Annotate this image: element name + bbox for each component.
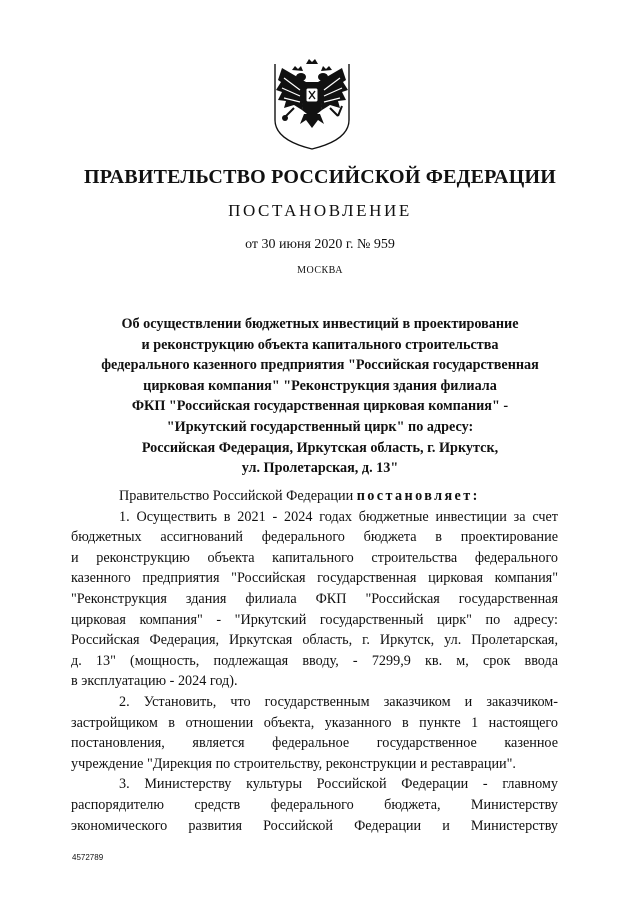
body-line: бюджетных ассигнований федерального бюджета в проектирование [71,529,558,546]
body-line: 2. Установить, что государственным заказчиком и заказчиком- [119,693,558,710]
decree-body [71,486,558,836]
body-line: учреждение "Дирекция по строительству, реконструкции и реставрации". [71,755,516,772]
decree-type: ПОСТАНОВЛЕНИЕ [228,201,412,220]
intro-text: Правительство Российской Федерации [119,488,354,504]
body-line: цирковая компания" - "Иркутский государственный цирк" по адресу: [71,611,558,628]
body-line: 3. Министерству культуры Российской Федерации - главному [119,776,558,793]
body-intro [71,486,558,507]
body-line: 1. Осуществить в 2021 - 2024 годах бюджетные инвестиции за счет [119,508,558,525]
decree-date-number: от 30 июня 2020 г. № 959 [245,237,395,252]
body-line: Российская Федерация, Иркутская область, г. Иркутск, ул. Пролетарская, [71,632,558,649]
body-line: д. 13" (мощность, подлежащая вводу, - 7299,9 кв. м, срок ввода [71,652,558,669]
body-line: застройщиком в отношении объекта, указанного в пункте 1 настоящего [71,714,558,731]
russian-coat-of-arms-icon [272,58,352,150]
body-line: казенного предприятия "Российская государственная цирковая компания" [71,570,558,587]
body-line: и реконструкцию объекта капитального строительства федерального [71,549,558,566]
decree-city: МОСКВА [297,265,343,276]
body-line: в эксплуатацию - 2024 год). [71,673,238,690]
subject-line: и реконструкцию объекта капитального строительства [141,336,499,353]
body-line: постановления, является федеральное государственное казенное [71,735,558,752]
document-number: 4572789 [72,853,104,862]
body-line: распорядителю средств федерального бюджета, Министерству [71,796,558,813]
subject-line: Российская Федерация, Иркутская область, г. Иркутск, [141,439,499,456]
subject-line: ул. Пролетарская, д. 13" [241,460,399,477]
subject-line: "Иркутский государственный цирк" по адресу: [166,418,474,435]
body-line: экономического развития Российской Федерации и Министерству [71,817,558,834]
intro-verb: постановляет: [356,488,480,504]
decree-subject [90,314,550,479]
body-line: "Реконструкция здания филиала ФКП "Российская государственная [71,590,558,607]
subject-line: ФКП "Российская государственная цирковая компания" - [131,398,509,415]
subject-line: Об осуществлении бюджетных инвестиций в проектирование [121,316,519,332]
subject-line: цирковая компания" "Реконструкция здания филиала [143,377,497,394]
subject-line: федерального казенного предприятия "Российская государственная [101,357,539,374]
government-title: ПРАВИТЕЛЬСТВО РОССИЙСКОЙ ФЕДЕРАЦИИ [84,166,556,188]
